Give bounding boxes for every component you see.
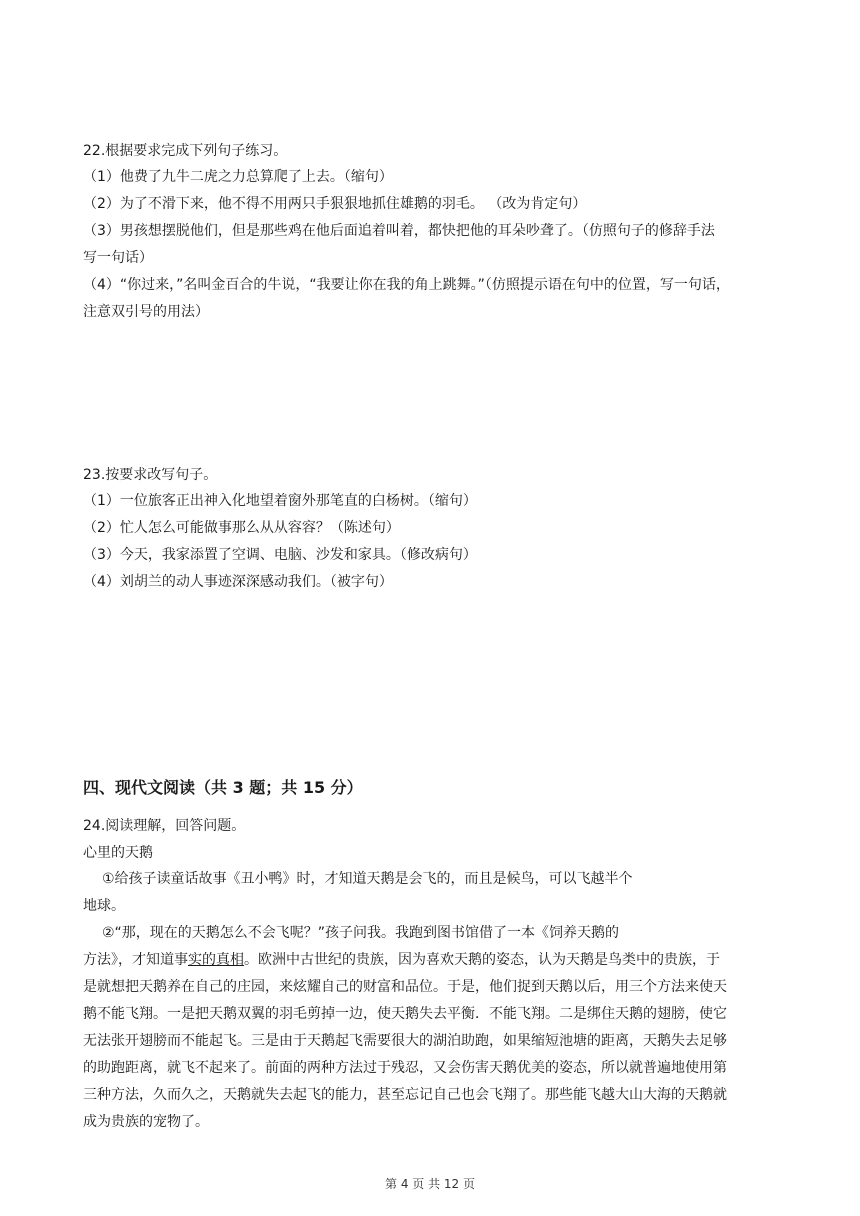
q22-item-3-cont: 写一句话） <box>83 250 153 266</box>
passage-paragraph-1: ①给孩子读童话故事《丑小鸭》时，才知道天鹅是会飞的，而且是候鸟，可以飞越半个 <box>102 871 633 887</box>
q22-item-1: （1）他费了九牛二虎之力总算爬了上去。（缩句） <box>83 169 393 185</box>
q22-item-2: （2）为了不滑下来，他不得不用两只手狠狠地抓住雄鹅的羽毛。 （改为肯定句） <box>83 196 587 212</box>
passage-paragraph-2-line-5: 无法张开翅膀而不能起飞。三是由于天鹅起飞需要很大的湖泊助跑，如果缩短池塘的距离，天鹅失去足够 <box>83 1033 727 1049</box>
section-heading: 四、现代文阅读（共 3 题；共 15 分） <box>83 778 363 797</box>
q23-item-4: （4）刘胡兰的动人事迹深深感动我们。（被字句） <box>83 574 393 590</box>
underlined-phrase: 实的真相 <box>188 952 244 968</box>
passage-text-segment: 方法》，才知道事 <box>83 952 188 968</box>
page-number: 第 4 页 共 12 页 <box>385 1177 475 1191</box>
passage-paragraph-2-line-8: 成为贵族的宠物了。 <box>83 1114 209 1130</box>
q22-item-4-cont: 注意双引号的用法） <box>83 304 209 320</box>
passage-text-segment: 。欧洲中古世纪的贵族，因为喜欢天鹅的姿态，认为天鹅是鸟类中的贵族，于 <box>244 952 720 968</box>
passage-paragraph-2-line-4: 鹅不能飞翔。一是把天鹅双翼的羽毛剪掉一边，使天鹅失去平衡．不能飞翔。二是绑住天鹅的翅膀，使它 <box>83 1006 727 1022</box>
q22-item-4: （4）“你过来，”名叫金百合的牛说，“我要让你在我的角上跳舞。”（仿照提示语在句中的位置，写一句话， <box>83 277 730 293</box>
q23-item-2: （2）忙人怎么可能做事那么从从容容？（陈述句） <box>83 520 400 536</box>
q23-item-1: （1）一位旅客正出神入化地望着窗外那笔直的白杨树。（缩句） <box>83 493 477 509</box>
passage-paragraph-2-line-3: 是就想把天鹅养在自己的庄园，来炫耀自己的财富和品位。于是，他们捉到天鹅以后，用三个方法来使天 <box>83 979 727 995</box>
q23-item-3: （3）今天，我家添置了空调、电脑、沙发和家具。（修改病句） <box>83 547 477 563</box>
passage-paragraph-2-line-6: 的助跑距离，就飞不起来了。前面的两种方法过于残忍，又会伤害天鹅优美的姿态，所以就普遍地使用第 <box>83 1060 727 1076</box>
passage-paragraph-2-line-2 <box>83 950 720 970</box>
q24-title: 24.阅读理解，回答问题。 <box>83 818 246 834</box>
passage-title: 心里的天鹅 <box>83 845 153 861</box>
passage-paragraph-2: ②“那，现在的天鹅怎么不会飞呢？”孩子问我。我跑到图书馆借了一本《饲养天鹅的 <box>102 925 620 941</box>
passage-paragraph-2-line-7: 三种方法，久而久之，天鹅就失去起飞的能力，甚至忘记自己也会飞翔了。那些能飞越大山大海的天鹅就 <box>83 1087 727 1103</box>
q22-title: 22.根据要求完成下列句子练习。 <box>83 143 288 159</box>
passage-paragraph-1-cont: 地球。 <box>83 898 125 914</box>
q22-item-3: （3）男孩想摆脱他们，但是那些鸡在他后面追着叫着，都快把他的耳朵吵聋了。（仿照句子的修辞手法 <box>83 223 715 239</box>
q23-title: 23.按要求改写句子。 <box>83 467 218 483</box>
